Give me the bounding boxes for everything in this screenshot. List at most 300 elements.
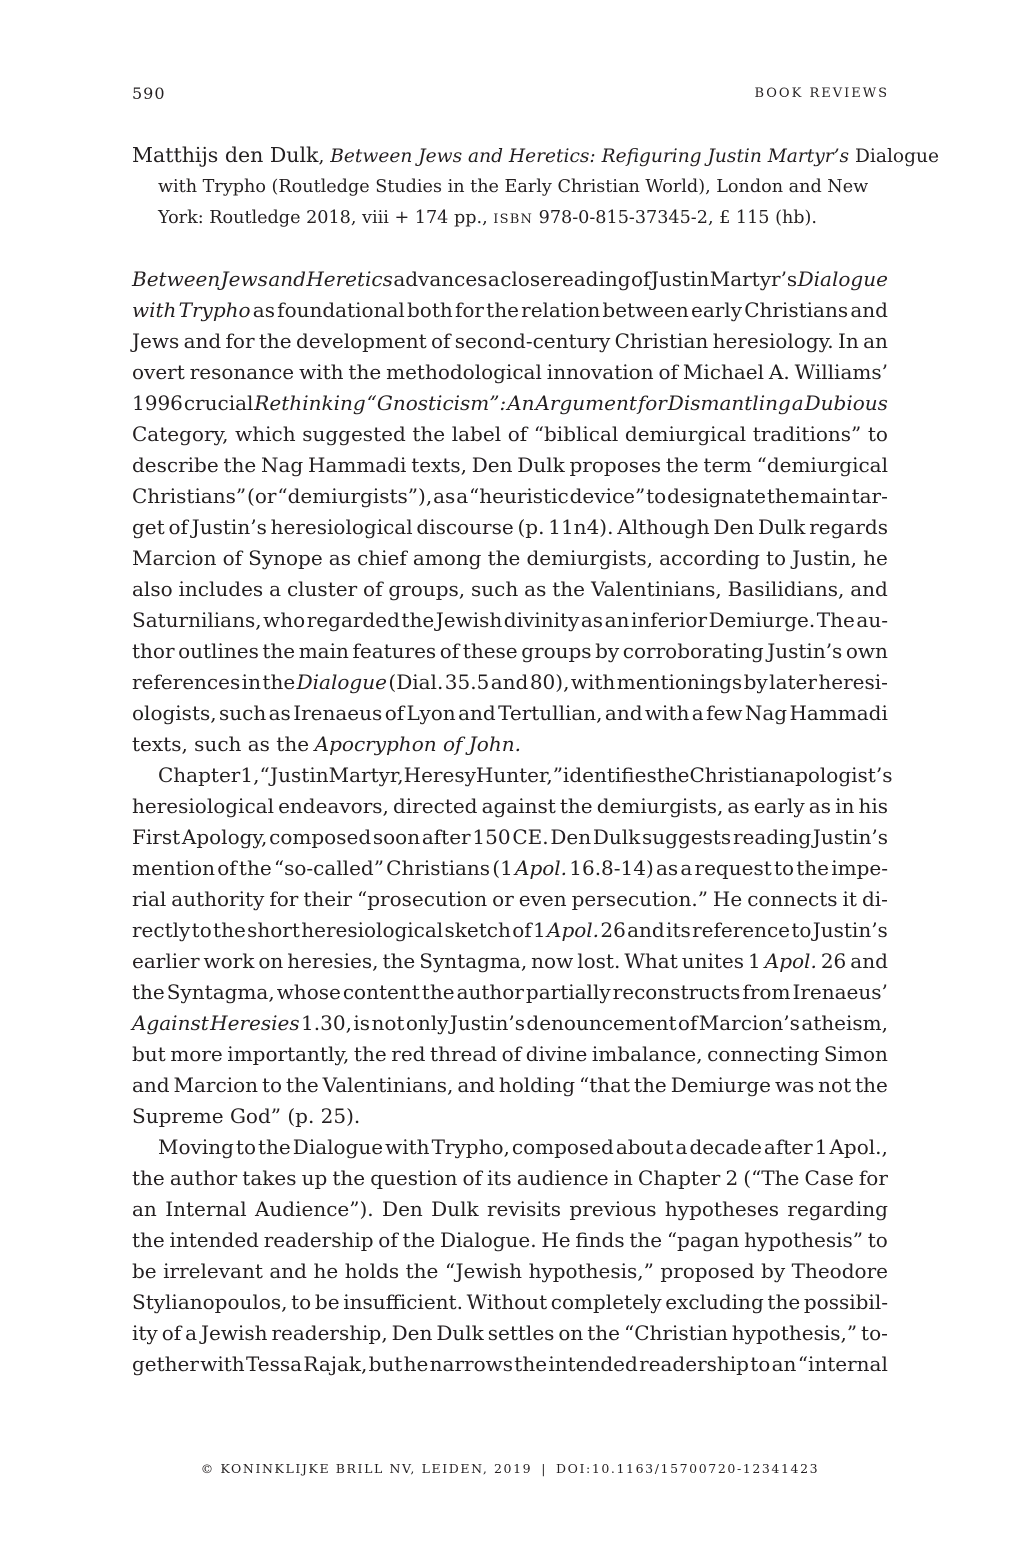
text-segment: heresiological	[132, 794, 274, 818]
text-segment: the	[132, 1166, 165, 1190]
text-segment: irrelevant	[163, 1259, 263, 1283]
text-segment: 35.5	[444, 670, 490, 694]
text-segment: on	[258, 949, 284, 973]
text-segment: an	[604, 608, 630, 632]
text-segment: with	[299, 360, 344, 384]
text-segment: as	[656, 856, 679, 880]
text-segment: advances	[393, 267, 488, 291]
text-segment: Lyon	[406, 701, 456, 725]
text-segment-group: decade	[689, 1135, 762, 1159]
text-segment: of	[462, 1166, 482, 1190]
text-segment: Stylianopoulos,	[132, 1290, 288, 1314]
text-segment: get	[132, 515, 165, 539]
text-segment: describe	[132, 453, 219, 477]
text-segment-group: with	[385, 1135, 430, 1159]
text-segment: of	[378, 1228, 398, 1252]
text-segment: of	[217, 856, 237, 880]
text-segment: its	[486, 1166, 512, 1190]
text-segment: “so-called”	[273, 856, 384, 880]
text-segment: hypothesis,”	[528, 1259, 654, 1283]
text-segment: but	[368, 1352, 403, 1376]
text-segment: to	[766, 546, 787, 570]
text-segment: Hammadi	[789, 701, 888, 725]
text-segment-group: Category,	[132, 422, 229, 446]
text-line	[132, 543, 888, 574]
text-segment: Hammadi	[308, 453, 407, 477]
text-segment: ity	[132, 1321, 158, 1345]
text-segment-group: the	[421, 980, 455, 1004]
text-segment: demiurgists,	[526, 546, 654, 570]
text-segment-group: label	[451, 422, 502, 446]
text-segment: be	[314, 1290, 340, 1314]
text-line	[132, 1318, 888, 1349]
text-segment-group: suggested	[302, 422, 406, 446]
citation-line-1: Matthijs den Dulk, Between Jews and Heretics: Refiguring Justin Martyr’s Dialogue	[132, 143, 939, 167]
text-segment: corroborating	[622, 639, 764, 663]
text-segment: (p.	[517, 515, 545, 539]
text-line	[132, 977, 888, 1008]
text-segment: possibil-	[803, 1290, 888, 1314]
text-segment: work	[203, 949, 255, 973]
text-line	[132, 884, 888, 915]
text-segment: Justin	[650, 267, 710, 291]
text-segment: Dulk	[436, 1321, 484, 1345]
text-segment: “demiurgists”),	[277, 484, 433, 508]
text-segment-group: Justin’s	[812, 825, 888, 849]
text-segment: Christian	[689, 763, 784, 787]
text-segment: au-	[856, 608, 888, 632]
text-segment: on	[558, 1321, 584, 1345]
citation-line-3	[132, 203, 888, 235]
text-segment: atheism,	[801, 1011, 888, 1035]
text-line	[132, 450, 888, 481]
text-segment: for	[858, 1166, 888, 1190]
text-segment: the	[132, 980, 165, 1004]
text-segment: previous	[569, 1197, 657, 1221]
text-segment: Marcion	[132, 546, 217, 570]
text-segment: their	[303, 887, 353, 911]
text-segment-group: from	[742, 980, 791, 1004]
text-line	[132, 853, 888, 884]
text-segment-group: reading	[732, 825, 812, 849]
text-segment: the	[766, 484, 800, 508]
text-segment: the	[348, 360, 382, 384]
text-segment: Dialogue	[797, 267, 888, 291]
text-segment: Nag	[261, 453, 304, 477]
text-line	[132, 791, 888, 822]
text-segment: Marcion’s	[698, 1011, 800, 1035]
text-segment: “Jewish	[444, 1259, 523, 1283]
text-segment: as	[328, 546, 351, 570]
text-segment: holds	[344, 1259, 400, 1283]
copyright-notice: © KONINKLIJKE BRILL NV, LEIDEN, 2019	[200, 1461, 533, 1476]
text-line	[132, 698, 888, 729]
text-segment: ologists,	[132, 701, 217, 725]
text-segment-group: which	[235, 422, 296, 446]
text-segment: Dubious	[804, 391, 888, 415]
text-segment: Argument	[535, 391, 637, 415]
text-segment: “heuristic	[469, 484, 569, 508]
text-segment: of	[168, 515, 188, 539]
text-segment: the	[486, 298, 519, 322]
text-segment: methodological	[386, 360, 542, 384]
text-segment: the	[514, 1352, 548, 1376]
text-segment: holding	[498, 1073, 576, 1097]
text-segment: even	[518, 887, 567, 911]
text-segment: in	[613, 1166, 633, 1190]
text-line	[132, 1349, 888, 1380]
text-segment: Synope	[248, 546, 323, 570]
text-segment-group: Dulk	[592, 825, 641, 849]
text-segment-group: What	[624, 949, 678, 973]
text-line	[132, 1008, 888, 1039]
text-segment: Moving	[158, 1135, 234, 1159]
text-segment: (or	[247, 484, 277, 508]
text-segment: is	[353, 1011, 371, 1035]
text-segment: 1,	[240, 763, 260, 787]
text-segment-group: unites	[681, 949, 745, 973]
text-segment: endeavors,	[278, 794, 389, 818]
text-segment: Case	[804, 1166, 854, 1190]
text-segment: Dialogue	[296, 670, 387, 694]
text-line	[132, 1101, 888, 1132]
text-segment: between	[602, 298, 689, 322]
text-segment: Justin’s	[767, 639, 843, 663]
text-segment: and	[604, 701, 643, 725]
text-segment-group: reconstructs	[612, 980, 741, 1004]
text-segment: and	[850, 298, 888, 322]
text-segment: an	[771, 1352, 797, 1376]
text-segment: the	[587, 1321, 621, 1345]
text-segment: Supreme God” (p. 25).	[132, 1104, 361, 1128]
text-segment: Dulk	[757, 515, 806, 539]
text-line	[132, 481, 888, 512]
text-segment: Chapter	[158, 763, 241, 787]
text-segment: Tertullian,	[498, 701, 603, 725]
text-segment: with	[644, 701, 690, 725]
text-segment: Den	[471, 453, 513, 477]
text-segment: a	[456, 484, 469, 508]
citation-author: Matthijs den Dulk	[132, 143, 319, 167]
text-segment: an	[132, 1197, 157, 1221]
text-segment: narrows	[429, 1352, 514, 1376]
text-segment: development	[295, 329, 427, 353]
text-segment: crucial	[183, 391, 254, 415]
text-segment: intended	[548, 1352, 638, 1376]
text-segment: as	[727, 794, 750, 818]
text-segment-group: about	[615, 1135, 674, 1159]
text-line	[132, 1132, 888, 1163]
text-segment: the	[405, 1259, 439, 1283]
text-segment: by	[743, 670, 768, 694]
text-segment: Saturnilians,	[132, 608, 262, 632]
text-segment: the	[258, 1135, 291, 1159]
text-segment: foundational	[277, 298, 405, 322]
text-segment: (“The	[743, 1166, 800, 1190]
text-segment: Martyr,	[328, 763, 404, 787]
text-segment: the	[401, 608, 435, 632]
text-segment: for	[269, 887, 299, 911]
text-segment: he	[403, 1352, 429, 1376]
text-segment: divine	[525, 1042, 588, 1066]
text-segment: request	[694, 856, 772, 880]
text-segment: of	[677, 1011, 698, 1035]
text-segment-group: to	[867, 422, 888, 446]
text-segment: the	[634, 1073, 667, 1097]
text-segment: later	[769, 670, 817, 694]
text-segment: excluding	[665, 1290, 764, 1314]
text-segment-group: partially	[525, 980, 611, 1004]
text-segment: such	[219, 701, 267, 725]
text-line	[132, 1225, 888, 1256]
text-segment-group: after	[763, 1135, 813, 1159]
text-segment: to	[791, 918, 812, 942]
text-segment: in	[835, 794, 855, 818]
text-segment: Justin’s	[449, 1011, 525, 1035]
text-segment: authority	[171, 887, 265, 911]
text-segment: audience	[516, 1166, 609, 1190]
text-segment: importantly,	[227, 1042, 350, 1066]
text-segment: Hunter,”	[475, 763, 563, 787]
text-segment: hypotheses	[664, 1197, 780, 1221]
text-segment: the	[665, 453, 699, 477]
text-segment: the	[559, 794, 593, 818]
text-segment: tar-	[851, 484, 888, 508]
text-segment: insufficient.	[343, 1290, 463, 1314]
text-segment: to	[291, 1290, 312, 1314]
text-segment-group: to	[867, 1228, 888, 1252]
text-segment: Christians”	[132, 484, 247, 508]
citation-line-2: with Trypho (Routledge Studies in the Early Christian World), London and New	[158, 177, 869, 197]
text-segment: these	[462, 639, 518, 663]
text-segment: for	[637, 391, 667, 415]
text-segment: di-	[861, 887, 888, 911]
text-segment-group: whose	[276, 980, 341, 1004]
text-segment: Rajak,	[303, 1352, 368, 1376]
text-segment: Dulk	[517, 453, 565, 477]
text-segment: Trypho	[178, 298, 251, 322]
text-segment-group: the	[629, 1228, 663, 1252]
text-segment: relation	[521, 298, 601, 322]
text-segment: Heretics	[306, 267, 393, 291]
text-segment: Dismantling	[667, 391, 791, 415]
text-segment: only	[405, 1011, 449, 1035]
text-segment: impe-	[831, 856, 888, 880]
text-segment: not	[818, 1073, 852, 1097]
text-segment: early	[753, 794, 805, 818]
text-segment: and	[457, 1073, 495, 1097]
text-segment: completely	[550, 1290, 662, 1314]
text-segment: hypothesis,”	[731, 1321, 858, 1345]
text-segment: as	[580, 608, 604, 632]
text-segment: 16.8-14)	[569, 856, 654, 880]
text-segment-group: First	[132, 825, 181, 849]
text-segment: Although	[617, 515, 710, 539]
text-segment: regards	[809, 515, 888, 539]
text-segment: of	[384, 701, 405, 725]
text-segment: “Christian	[623, 1321, 728, 1345]
text-line	[132, 512, 888, 543]
text-segment-group: Trypho,	[431, 1135, 510, 1159]
text-segment: of	[658, 360, 678, 384]
text-segment: term	[703, 453, 752, 477]
text-segment: to	[750, 1352, 771, 1376]
text-segment-group: 1	[748, 949, 761, 973]
text-segment: own	[845, 639, 888, 663]
text-segment: revisits	[486, 1197, 562, 1221]
text-segment: a	[185, 1321, 198, 1345]
text-segment: overt	[132, 360, 185, 384]
text-segment: proposes	[569, 453, 662, 477]
text-segment: Martyr’s	[709, 267, 798, 291]
text-segment: 1	[532, 918, 546, 942]
text-segment: Internal	[165, 1197, 247, 1221]
text-segment: Jewish	[200, 1321, 268, 1345]
text-line	[132, 388, 888, 419]
text-segment: as	[524, 577, 547, 601]
text-segment: of	[161, 1321, 182, 1345]
text-segment: the	[353, 1042, 387, 1066]
text-segment-group: CE.	[512, 825, 549, 849]
text-segment: the	[382, 949, 416, 973]
text-segment: Nag	[744, 701, 788, 725]
text-segment: 26	[600, 918, 626, 942]
text-segment: Den	[382, 1197, 423, 1221]
text-line	[132, 264, 888, 295]
text-segment-group: of	[507, 422, 528, 446]
text-segment: Apol.	[764, 949, 817, 973]
text-segment: Jewish	[435, 608, 503, 632]
text-segment: connects	[747, 887, 838, 911]
text-segment: such	[471, 577, 519, 601]
text-segment: to-	[861, 1321, 888, 1345]
text-segment: groups,	[388, 577, 466, 601]
text-segment: by	[761, 1259, 786, 1283]
text-segment: Irenaeus	[293, 701, 383, 725]
text-line	[132, 326, 888, 357]
text-segment: divinity	[503, 608, 580, 632]
text-segment-group: Apol.,	[829, 1135, 888, 1159]
text-segment-group: Irenaeus’	[792, 980, 888, 1004]
text-segment: Dulk	[431, 1197, 479, 1221]
text-segment: Jews	[132, 329, 180, 353]
text-segment: be	[132, 1259, 157, 1283]
text-segment: the	[796, 856, 829, 880]
text-segment: by	[595, 639, 620, 663]
text-segment: and	[268, 267, 306, 291]
text-segment: heresi-	[818, 670, 888, 694]
text-segment: Apol.	[515, 856, 568, 880]
text-segment-group: traditions”	[752, 422, 862, 446]
text-segment: the	[238, 856, 272, 880]
text-line	[132, 419, 888, 450]
text-segment: more	[170, 1042, 223, 1066]
text-segment-group: composed	[269, 825, 372, 849]
page-number: 590	[132, 84, 166, 103]
citation-title-italic: Between Jews and Heretics: Refiguring Justin Martyr’s	[330, 146, 850, 167]
text-segment-group: soon	[372, 825, 421, 849]
text-segment: a	[487, 267, 500, 291]
text-segment-group: He	[541, 1228, 571, 1252]
text-segment: 80),	[529, 670, 570, 694]
text-segment-group: finds	[575, 1228, 625, 1252]
text-segment: sketch	[444, 918, 511, 942]
text-segment: 1.30,	[301, 1011, 352, 1035]
text-segment: He	[712, 887, 743, 911]
text-segment: as	[252, 298, 275, 322]
text-segment: and	[490, 670, 529, 694]
text-segment: references	[132, 670, 241, 694]
text-segment: second-century	[454, 329, 611, 353]
text-segment: 1996	[132, 391, 183, 415]
text-segment: he	[313, 1259, 339, 1283]
text-line	[132, 1039, 888, 1070]
text-segment-group: Syntagma,	[166, 980, 275, 1004]
text-segment-group: after	[421, 825, 471, 849]
text-segment: the	[487, 546, 521, 570]
text-segment: few	[706, 701, 743, 725]
text-segment: a	[691, 701, 704, 725]
text-segment: readership	[263, 1228, 374, 1252]
text-segment: of	[431, 329, 451, 353]
text-segment: short	[247, 918, 300, 942]
text-line	[132, 822, 888, 853]
text-segment: Christians	[386, 856, 491, 880]
citation-isbn-price: 978-0-815-37345-2, £ 115 (hb).	[538, 208, 817, 228]
text-segment: and	[850, 949, 888, 973]
text-segment: mentionings	[616, 670, 743, 694]
text-line	[132, 357, 888, 388]
text-segment: as	[808, 794, 831, 818]
text-segment: of	[512, 918, 532, 942]
text-segment: as	[268, 701, 291, 725]
text-segment: persecution.”	[571, 887, 708, 911]
text-segment: 2	[725, 1166, 739, 1190]
text-segment: a	[269, 577, 282, 601]
text-segment: Valentinians,	[590, 577, 722, 601]
text-segment: inferior	[630, 608, 708, 632]
text-line	[132, 1194, 888, 1225]
text-segment: In	[837, 329, 859, 353]
text-segment: heresiological	[301, 918, 444, 942]
text-segment: Basilidians,	[727, 577, 845, 601]
text-segment: intended	[169, 1228, 259, 1252]
text-segment: chief	[357, 546, 407, 570]
text-segment: takes	[242, 1166, 297, 1190]
text-segment: the	[213, 918, 246, 942]
text-segment: Michael	[682, 360, 764, 384]
text-segment: outlines	[178, 639, 259, 663]
text-line	[132, 946, 888, 977]
text-line	[132, 1256, 888, 1287]
text-segment: Justin’s	[812, 918, 888, 942]
text-segment: texts,	[411, 453, 467, 477]
text-segment: reference	[692, 918, 791, 942]
text-line	[132, 729, 888, 760]
text-segment: early	[690, 298, 742, 322]
text-segment: heresies,	[287, 949, 379, 973]
text-line	[132, 605, 888, 636]
text-segment: readership,	[271, 1321, 388, 1345]
text-segment: Den	[713, 515, 755, 539]
text-segment: apologist’s	[783, 763, 893, 787]
text-line	[132, 1070, 888, 1101]
text-segment-group: now	[531, 949, 574, 973]
text-segment: and	[850, 577, 888, 601]
text-segment: and	[132, 1073, 170, 1097]
text-segment: “Justin	[259, 763, 329, 787]
citation-title-roman: Dialogue	[855, 146, 939, 167]
